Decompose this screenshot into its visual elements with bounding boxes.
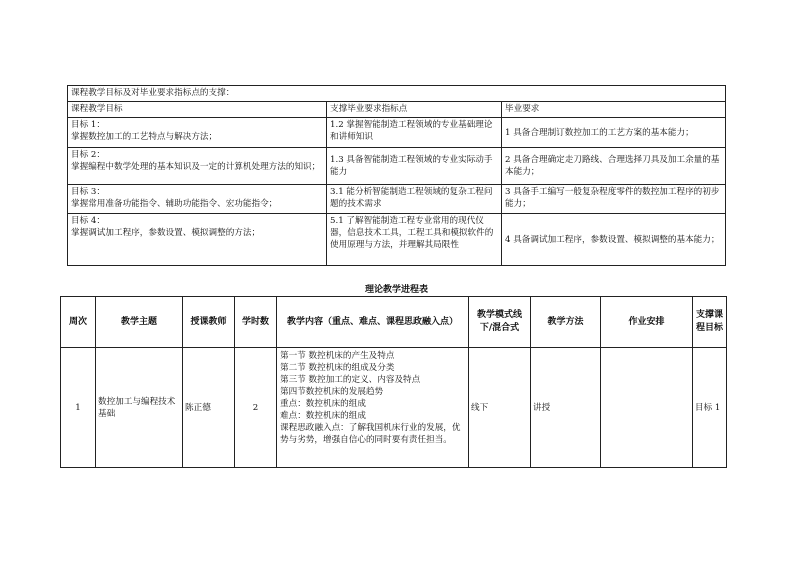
schedule-caption: 理论教学进程表 xyxy=(364,285,428,295)
header-support: 支撑课程目标 xyxy=(693,297,727,348)
header-topic: 教学主题 xyxy=(96,297,183,348)
support-cell: 目标 1 xyxy=(693,348,727,468)
table-row xyxy=(68,214,726,266)
content-line: 难点：数控机床的组成 xyxy=(280,411,366,421)
requirement-cell: 2 具备合理确定走刀路线、合理选择刀具及加工余量的基本能力； xyxy=(502,148,726,185)
topic-cell: 数控加工与编程技术基础 xyxy=(96,348,183,468)
content-line: 重点：数控机床的组成 xyxy=(280,399,366,409)
goal-label: 目标 1： xyxy=(71,120,105,130)
table-row xyxy=(68,185,726,214)
requirement-cell: 1 具备合理制订数控加工的工艺方案的基本能力； xyxy=(502,118,726,148)
goal-label: 目标 3： xyxy=(71,187,105,197)
header-method: 教学方法 xyxy=(531,297,601,348)
goal-text: 掌握调试加工程序，参数设置、模拟调整的方法； xyxy=(71,228,261,238)
content-line: 第一节 数控机床的产生及特点 xyxy=(280,351,395,361)
homework-cell xyxy=(601,348,693,468)
table-row xyxy=(68,118,726,148)
goal-cell xyxy=(68,148,327,185)
header-requirement: 毕业要求 xyxy=(502,102,726,118)
indicator-cell: 1.2 掌握智能制造工程领域的专业基础理论和讲师知识 xyxy=(327,118,502,148)
objectives-table xyxy=(67,85,726,266)
table-row xyxy=(68,148,726,185)
indicator-cell: 3.1 能分析智能制造工程领域的复杂工程问题的技术需求 xyxy=(327,185,502,214)
goal-text: 掌握常用准备功能指令、辅助功能指令、宏功能指令； xyxy=(71,199,278,209)
indicator-cell: 5.1 了解智能制造工程专业常用的现代仪器，信息技术工具，工程工具和模拟软件的使用原理与方法，并理解其局限性 xyxy=(327,214,502,266)
goal-label: 目标 2： xyxy=(71,150,105,160)
indicator-cell: 1.3 具备智能制造工程领域的专业实际动手能力 xyxy=(327,148,502,185)
hours-cell: 2 xyxy=(235,348,277,468)
schedule-header-row xyxy=(61,297,727,348)
goal-text: 掌握数控加工的工艺特点与解决方法； xyxy=(71,132,218,142)
teacher-cell: 陈正德 xyxy=(183,348,235,468)
content-line: 第四节数控机床的发展趋势 xyxy=(280,387,384,397)
goal-label: 目标 4： xyxy=(71,216,105,226)
goal-text: 掌握编程中数学处理的基本知识及一定的计算机处理方法的知识； xyxy=(71,162,321,172)
header-content: 教学内容（重点、难点、课程思政融入点） xyxy=(277,297,469,348)
week-cell: 1 xyxy=(61,348,96,468)
objectives-table-title: 课程教学目标及对毕业要求指标点的支撑： xyxy=(68,86,726,102)
content-line: 第二节 数控机床的组成及分类 xyxy=(280,363,395,373)
goal-cell xyxy=(68,118,327,148)
goal-cell xyxy=(68,214,327,266)
table-row xyxy=(61,348,727,468)
content-line: 第三节 数控加工的定义、内容及特点 xyxy=(280,375,421,385)
header-goal: 课程教学目标 xyxy=(68,102,327,118)
header-week: 周次 xyxy=(61,297,96,348)
requirement-cell: 3 具备手工编写一般复杂程度零件的数控加工程序的初步能力； xyxy=(502,185,726,214)
header-homework: 作业安排 xyxy=(601,297,693,348)
content-cell xyxy=(277,348,469,468)
header-mode: 教学模式线下/混合式 xyxy=(469,297,531,348)
requirement-cell: 4 具备调试加工程序，参数设置、模拟调整的基本能力； xyxy=(502,214,726,266)
method-cell: 讲授 xyxy=(531,348,601,468)
header-hours: 学时数 xyxy=(235,297,277,348)
header-teacher: 授课教师 xyxy=(183,297,235,348)
ideology-text: 课程思政融入点：了解我国机床行业的发展，优势与劣势，增强自信心的同时要有责任担当。 xyxy=(280,423,461,445)
mode-cell: 线下 xyxy=(469,348,531,468)
schedule-table xyxy=(60,296,727,468)
header-indicator: 支撑毕业要求指标点 xyxy=(327,102,502,118)
goal-cell xyxy=(68,185,327,214)
